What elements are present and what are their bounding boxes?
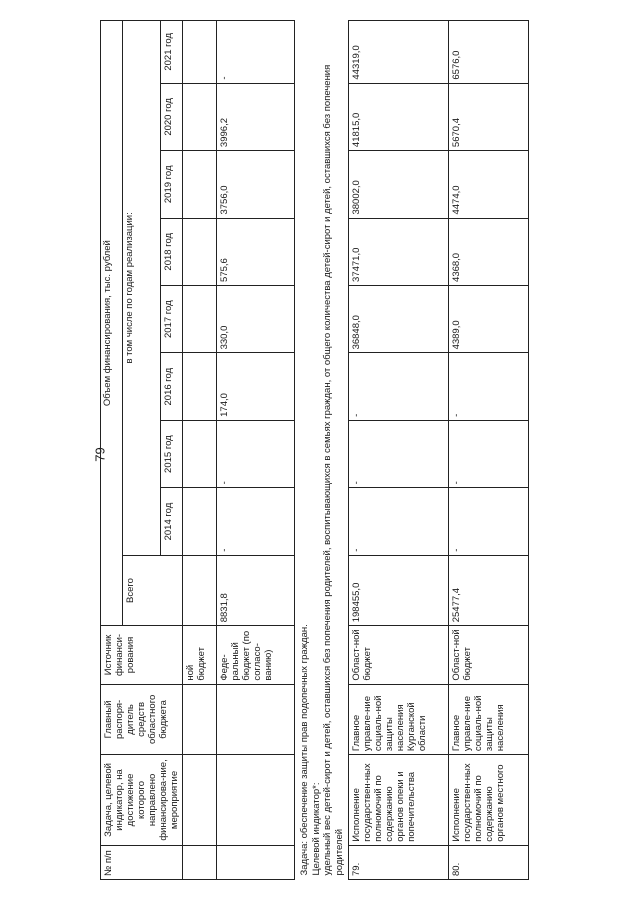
cell-year-value: - [449, 420, 529, 487]
cell-total: 198455,0 [349, 555, 449, 625]
cell-year-value: 4389,0 [449, 285, 529, 352]
header-year: 2014 год [161, 488, 183, 555]
header-num: № п/п [101, 845, 183, 879]
cell-total: 8831,8 [217, 555, 295, 625]
cell-num [217, 845, 295, 879]
cell-year-value: 575,6 [217, 218, 295, 285]
header-volume: Объем финансирования, тыс. рублей [101, 21, 123, 626]
cell-year-value: - [349, 420, 449, 487]
cell-year-value: 41815,0 [349, 83, 449, 150]
header-task: Задача, целевой индикатор, на достижение которого направлено финансирова-ние, мероприятие [101, 755, 183, 846]
header-source: Источник финанси-рования [101, 626, 183, 684]
indicator-label: Целевой индикатор*: [310, 782, 322, 876]
cell-year-value [183, 218, 217, 285]
header-admin: Главный распоря-дитель средств областного бюджета [101, 684, 183, 754]
cell-task: Исполнение государствен-ных полномочий по содержанию органов местного [449, 755, 529, 846]
task-row [295, 21, 349, 880]
cell-year-value [183, 353, 217, 420]
cell-admin: Главное управле-ние социаль-ной защиты населения [449, 684, 529, 754]
cell-year-value: 330,0 [217, 285, 295, 352]
header-total: Всего [123, 555, 183, 625]
cell-year-value: - [217, 488, 295, 555]
cell-admin: Главное управле-ние социаль-ной защиты населения Курганской области [349, 684, 449, 754]
cell-num: 79. [349, 845, 449, 879]
cell-year-value [183, 83, 217, 150]
cell-admin [217, 684, 295, 754]
rotated-table-container [100, 20, 640, 880]
cell-num [183, 845, 217, 879]
cell-task [217, 755, 295, 846]
cell-year-value [183, 151, 217, 218]
cell-admin [183, 684, 217, 754]
cell-total: 25477,4 [449, 555, 529, 625]
indicator-text: удельный вес детей-сирот и детей, оставшихся без попечения родителей, воспитывающихся в семьях граждан, от общего количества детей-сирот и детей, оставшихся без попечения родителей [322, 64, 345, 876]
header-year: 2019 год [161, 151, 183, 218]
task-text: Задача: обеспечение защиты прав подопечных граждан. [299, 624, 310, 876]
table-row [183, 21, 217, 880]
header-year: 2018 год [161, 218, 183, 285]
header-year: 2015 год [161, 420, 183, 487]
table-row [449, 21, 529, 880]
task-description [295, 21, 349, 880]
cell-source: Феде-ральный бюджет (по согласо-ванию) [217, 626, 295, 684]
cell-source: Област-ной бюджет [449, 626, 529, 684]
cell-year-value: 6576,0 [449, 21, 529, 84]
cell-year-value [183, 21, 217, 84]
cell-year-value: - [217, 420, 295, 487]
header-including: в том числе по годам реализации: [123, 21, 161, 556]
cell-year-value: 174,0 [217, 353, 295, 420]
cell-year-value [183, 488, 217, 555]
cell-year-value: 5670,4 [449, 83, 529, 150]
header-year: 2016 год [161, 353, 183, 420]
cell-year-value: - [449, 488, 529, 555]
cell-year-value [183, 285, 217, 352]
cell-year-value: - [349, 353, 449, 420]
cell-source: ной бюджет [183, 626, 217, 684]
table-row [349, 21, 449, 880]
header-year: 2017 год [161, 285, 183, 352]
cell-year-value: 38002,0 [349, 151, 449, 218]
cell-year-value: 36848,0 [349, 285, 449, 352]
cell-year-value: 44319,0 [349, 21, 449, 84]
cell-year-value: - [217, 21, 295, 84]
cell-source: Област-ной бюджет [349, 626, 449, 684]
cell-year-value: 4368,0 [449, 218, 529, 285]
page-number: 79 [92, 447, 108, 462]
cell-total [183, 555, 217, 625]
cell-year-value: 3996,2 [217, 83, 295, 150]
cell-year-value: - [349, 488, 449, 555]
financing-table [100, 20, 529, 880]
cell-num: 80. [449, 845, 529, 879]
cell-year-value [183, 420, 217, 487]
cell-year-value: 3756,0 [217, 151, 295, 218]
header-year: 2021 год [161, 21, 183, 84]
table-row [217, 21, 295, 880]
cell-task: Исполнение государствен-ных полномочий по содержанию органов опеки и попечительства [349, 755, 449, 846]
header-year: 2020 год [161, 83, 183, 150]
cell-year-value: 4474,0 [449, 151, 529, 218]
cell-task [183, 755, 217, 846]
cell-year-value: - [449, 353, 529, 420]
cell-year-value: 37471,0 [349, 218, 449, 285]
